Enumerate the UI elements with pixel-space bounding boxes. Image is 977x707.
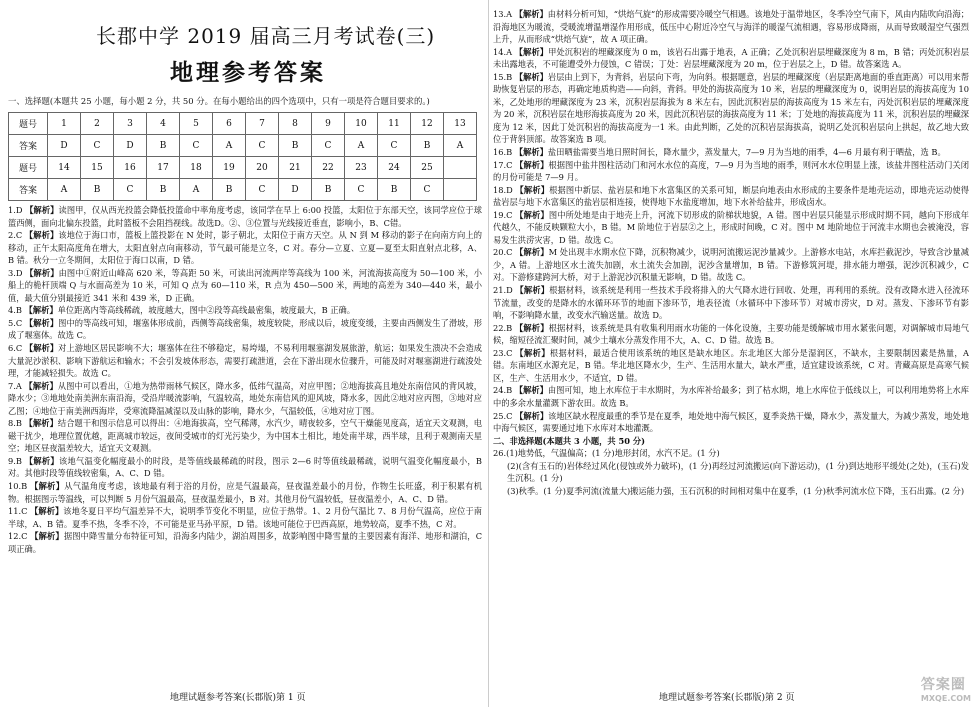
analysis-text: 结合题干和图示信息可以得出：④地海拔高，空气稀薄，水汽少，晴夜较多，空气干燥能见度高，适宜天文观测，电磁干扰少，地理位置优越，距离城市较远，夜间受城市的灯光污染少，为中国本土相比，地处南半球，西半球，且利于观测南天星空；地区昼夜温差较大，适宜天文观测。 <box>8 418 482 454</box>
table-row-label: 答案 <box>9 135 48 157</box>
explanation-item <box>8 267 482 305</box>
explanation-item <box>493 347 969 385</box>
explanation-item <box>8 342 482 380</box>
analysis-text: 根据材料，该系统是利用一些技术手段将排入的大气降水进行回收、处理，再利用的系统。没有改降水进入径流环节流量，改变的是降水的水循环环节的地面下渗环节，地表径流（水循环中下渗环节）对城市涝灾，D 对。蒸发、下渗环节有影响，不影响降水量，改变水汽输送量。故选 D。 <box>493 285 969 321</box>
table-cell: 20 <box>246 157 279 179</box>
analysis-text: 图中的等高线可知，堰塞体形成前，西侧等高线密集，坡度较陡，形成以后，坡度变缓，主要由西侧发生了滑坡，形成了堰塞体。故选 C。 <box>8 317 482 341</box>
analysis-tag: 【解析】 <box>24 317 59 328</box>
explanation-item <box>493 146 969 159</box>
analysis-tag: 【解析】 <box>30 531 64 542</box>
table-cell: C <box>246 135 279 157</box>
analysis-tag: 【解析】 <box>25 267 59 278</box>
analysis-tag: 【解析】 <box>24 418 58 429</box>
explanation-item <box>8 480 482 505</box>
analysis-text: 根据材料，最适合使用该系统的地区是缺水地区。东北地区大部分是湿润区，不缺水，主要限制因素是热量，A 错。东南地区水源充足，B 错。华北地区降水少，生产、生活用水量大，缺水严重，适宜建设该系统，C 对。青藏高原是高寒气候区，生产、生活用水少，不适宜，D 错。 <box>493 347 969 383</box>
table-cell: 24 <box>378 157 411 179</box>
analysis-tag: 【解析】 <box>25 205 59 215</box>
section-1-heading: 一、选择题(本题共 25 小题，每小题 2 分，共 50 分。在每小题给出的四个选项中，只有一项是符合题目要求的。) <box>8 96 430 106</box>
table-cell: 10 <box>345 113 378 135</box>
item-number: 15.B <box>493 71 515 82</box>
table-row-label: 题号 <box>9 113 48 135</box>
explanation-item <box>8 317 482 342</box>
item-number: 8.B <box>8 418 25 429</box>
table-cell: 23 <box>345 157 378 179</box>
table-cell: 21 <box>279 157 312 179</box>
item-number: 17.C <box>493 159 516 170</box>
table-cell: C <box>411 179 444 201</box>
table-cell: 25 <box>411 157 444 179</box>
table-cell: 1 <box>48 113 81 135</box>
analysis-tag: 【解析】 <box>24 380 58 391</box>
item-number: 10.B <box>8 481 31 492</box>
table-cell: 4 <box>147 113 180 135</box>
item-number: 14.A <box>493 46 515 57</box>
table-row-label: 答案 <box>9 179 48 201</box>
explanation-item <box>493 246 969 284</box>
item-number: 22.B <box>493 322 515 333</box>
analysis-tag: 【解析】 <box>24 455 59 466</box>
table-cell: 18 <box>180 157 213 179</box>
table-cell: B <box>81 179 114 201</box>
analysis-text: 该地区缺水程度最重的季节是在夏季，地处地中海气候区，夏季炎热干燥，降水少，蒸发量大，为减少蒸发，地处地中海气候区，需要通过地下水库对本地灌溉。 <box>493 410 969 434</box>
q26-answer-part: (2)(含有玉石的)岩体经过风化(侵蚀或外力破坏)，(1 分)再经过河流搬运(向下游运动)，(1 分)到达地形平缓处(之处)，(玉石)发生沉积。(1 分) <box>507 460 969 484</box>
analysis-tag: 【解析】 <box>515 184 550 195</box>
table-cell <box>444 157 477 179</box>
table-cell: D <box>114 135 147 157</box>
item-number: 1.D <box>8 205 26 215</box>
item-number: 12.C <box>8 531 31 542</box>
explanation-item <box>8 204 482 229</box>
explanation-item <box>493 284 969 322</box>
item-number: 13.A <box>493 9 515 19</box>
explanation-item <box>493 184 969 209</box>
analysis-text: 单位距离内等高线稀疏，坡度越大，图中②段等高线最密集，坡度最大，B 正确。 <box>57 305 355 316</box>
analysis-text: 根据图中盐井图柱活动门和河水水位的高度，7—9 月为当地的雨季，则河水水位明显上涨，该盐井图柱活动门关闭的月份可能是 7—9 月。 <box>493 159 969 183</box>
table-cell: 3 <box>114 113 147 135</box>
table-cell: 5 <box>180 113 213 135</box>
analysis-tag: 【解析】 <box>515 347 550 358</box>
table-cell: C <box>345 179 378 201</box>
answer-key-title: 地理参考答案 <box>170 60 326 86</box>
item-number: 21.D <box>493 285 516 296</box>
analysis-text: 该地位于海口市，篮板上篮投影在 N 处时，影子朝北，太阳位于南方天空。从 N 到 M 移动的影子在向南方向上的移动，正午太阳高度角在增大，太阳直射点向南移动，节气最可能是立冬，C 对。春分—立夏、立夏—夏至太阳直射点北移，A、B 错。秋分一立冬期间，太阳位于海口以南，D 错。 <box>8 230 482 266</box>
table-cell: C <box>114 179 147 201</box>
explanation-item <box>493 384 969 409</box>
table-cell: C <box>378 135 411 157</box>
answer-row <box>9 135 477 157</box>
analysis-tag: 【解析】 <box>515 159 549 170</box>
analysis-text: 由材料分析可知，“烘焙气旋”的形成需要冷暖空气相遇。该地处于温带地区，冬季冷空气南下，风由内陆吹向沿海；沿海地区为暖流，受暖流增温增湿作用形成，低压中心附近冷空气与海洋的暖湿气流相遇，容易形成降雨，从而导致暖湿空气强烈上升，从而形成“烘焙气旋”，故 A 项正确。 <box>493 9 969 45</box>
table-cell: B <box>147 179 180 201</box>
table-cell: A <box>444 135 477 157</box>
item-number: 16.B <box>493 147 515 158</box>
watermark-url: MXQE.COM <box>920 694 971 703</box>
table-cell: B <box>147 135 180 157</box>
item-number: 23.C <box>493 347 516 358</box>
right-page <box>489 0 977 707</box>
table-cell: 16 <box>114 157 147 179</box>
analysis-text: 据图中降雪量分布特征可知，沿海多内陆少，湖泊周围多，故影响图中降雪量的主要因素有海洋、地形和湖泊，C 项正确。 <box>8 531 482 554</box>
item-number: 9.B <box>8 455 25 466</box>
analysis-tag: 【解析】 <box>515 209 549 220</box>
analysis-tag: 【解析】 <box>30 506 64 517</box>
explanation-item <box>493 410 969 435</box>
table-cell: B <box>411 135 444 157</box>
left-explanations <box>8 204 482 688</box>
analysis-text: 由图中①附近山峰高 620 米，等高距 50 米，可读出河流两岸等高线为 100 米，河流海拔高度为 50—100 米，小船上的桅杆顶端 Q 与水面高差为 10 米，可知 Q 点为 60—110 米，R 点为 450—500 米，两地的高差为 340—440 米，最小值，最大值分别最接近 341 米和 439 米，D 正确。 <box>8 267 482 303</box>
analysis-tag: 【解析】 <box>24 230 59 241</box>
explanation-item <box>493 46 969 71</box>
question-number-row <box>9 157 477 179</box>
item-number: 5.C <box>8 317 25 328</box>
analysis-tag: 【解析】 <box>514 322 549 333</box>
table-cell: B <box>312 179 345 201</box>
analysis-text: 由图可知，地上水库位于丰水期时，为水库补给最多；到了枯水期，地上水库位于低线以上，可以利用地势将上水库中的多余水量灌溉下游农田。故选 B。 <box>493 385 969 408</box>
q26-answer-part: 26.(1)地势低，气温偏高；(1 分)地形封闭，水汽不足。(1 分) <box>493 448 720 459</box>
explanation-item <box>8 505 482 530</box>
table-cell: 17 <box>147 157 180 179</box>
item-number: 3.D <box>8 267 26 278</box>
analysis-tag: 【解析】 <box>24 305 58 316</box>
item-number: 4.B <box>8 305 25 316</box>
analysis-text: 根据材料，该系统是具有收集利用雨水功能的一体化设施，主要功能是缓解城市用水紧张问题，对调解城市局地气候，缩短径流汇聚时间，减少土壤水分蒸发作用不大，A、C、D 错。故选 B。 <box>493 322 969 346</box>
table-cell: D <box>48 135 81 157</box>
table-cell: 7 <box>246 113 279 135</box>
table-cell: A <box>180 179 213 201</box>
analysis-text: 岩层由上到下，为背斜，岩层向下弯，为向斜。根据题意，岩层的埋藏深度（岩层距离地面的垂直距离）可以用来帮助恢复岩层的形态，再确定地质构造——向斜，背斜。甲处的海拔高度为 10 米，岩层的埋藏深度为 0，说明岩层的海拔高度为 10 米，乙处地形的埋藏深度为 23 米，沉积岩层海拔为 8 米左右，因此沉积岩层的海拔高度为 15 米左右，丙处沉积岩层的埋藏深度为 20 米，沉积岩层在地形海拔高度为 20 米，因此沉积岩层的海拔高度为 11 米；丁处地的海拔高度为 11 米，沉积岩层的埋藏深度为 12 米，因此丁处沉积岩的海拔高度为一1 米。由此判断，乙处的沉积岩层海拔高，说明乙处沉积岩层向上拱起，故乙地大致位于背斜顶部。故答案选 B 项。 <box>493 71 969 145</box>
left-page <box>0 0 488 707</box>
analysis-tag: 【解析】 <box>514 46 549 57</box>
analysis-text: 根据图中新层、盐岩层和地下水富集区的关系可知，断层向地表由水形成的主要条件是地壳运动，即地壳运动使得盐岩层与地下水富集区的盐岩层相连接，使得地下水盐度增加，地下水补给盐井，形成卤水。 <box>493 184 969 208</box>
watermark-logo <box>921 674 971 703</box>
explanation-item <box>493 8 969 46</box>
item-number: 20.C <box>493 247 516 258</box>
item-number: 24.B <box>493 385 515 396</box>
q26-answer-part: (3)秋季。(1 分)夏季河流(流量大)搬运能力强，玉石沉积的时间相对集中在夏季，(1 分)秋季河流水位下降，玉石出露。(2 分) <box>507 485 965 496</box>
page-footer-1: 地理试题参考答案(长郡版)第 1 页 <box>170 693 306 703</box>
table-cell: 13 <box>444 113 477 135</box>
explanation-item <box>493 322 969 347</box>
analysis-tag: 【解析】 <box>514 147 548 158</box>
section-2-heading: 二、非选择题(本题共 3 小题，共 50 分) <box>493 435 646 446</box>
table-cell: A <box>213 135 246 157</box>
answer-table <box>8 112 477 201</box>
analysis-text: M 处出现丰水期水位下降，沉积物减少，说明河流搬运泥沙量减少。上游修水电站，水库拦截泥沙，导致含沙量减少，A 错。上游地区水土流失加剧，水土流失会加剧，泥沙含量增加，B 错。下游修筑河堤，排水能力增强，泥沙沉积减少，C 对。下游修建跨河大桥，对于上游泥沙沉积量无影响，D 错。故选 C。 <box>493 247 969 283</box>
item-number: 25.C <box>493 410 516 421</box>
explanation-item <box>8 304 482 317</box>
table-cell: B <box>378 179 411 201</box>
explanation-item <box>493 159 969 184</box>
analysis-text: 图中所处地是由于地壳上升，河流下切形成的阶梯状地貌，A 错。图中岩层只能显示形成时期不同，越向下形成年代越久，不能反映颗粒大小，B 错。M 阶地位于岩层②之上，形成时间晚，C 对。图中 M 地阶地位于河流丰水期也会被淹没，容易发生洪涝灾害，D 错。故选 C。 <box>493 209 969 245</box>
explanation-item <box>8 417 482 455</box>
table-cell: 11 <box>378 113 411 135</box>
answer-row <box>9 179 477 201</box>
table-cell: B <box>213 179 246 201</box>
analysis-text: 从图中可以看出，①地为热带雨林气候区，降水多，低纬气温高，对应甲图；②地海拔高且地处东南信风的背风坡，降水少；③地地处南美洲东南沿海，受沿岸暖流影响，气温较高，地处东南信风的迎风坡，降水多，因此②地对应丙图，③地对应乙图；④地位于南美洲西海岸，受寒流降温减湿以及山脉的影响，降水少，气温较低，④地对应丁图。 <box>8 380 482 416</box>
explanation-item <box>493 209 969 247</box>
analysis-tag: 【解析】 <box>514 9 548 19</box>
item-number: 6.C <box>8 343 25 354</box>
question-number-row <box>9 113 477 135</box>
item-number: 11.C <box>8 506 31 517</box>
table-cell: 14 <box>48 157 81 179</box>
table-cell: C <box>81 135 114 157</box>
analysis-tag: 【解析】 <box>515 285 550 296</box>
analysis-tag: 【解析】 <box>514 71 548 82</box>
explanation-item <box>493 71 969 146</box>
table-cell: 15 <box>81 157 114 179</box>
watermark-text: 答案圈 <box>920 677 966 693</box>
item-number: 7.A <box>8 380 25 391</box>
item-number: 2.C <box>8 230 25 241</box>
item-number: 18.D <box>493 184 516 195</box>
table-cell: A <box>48 179 81 201</box>
table-cell: C <box>246 179 279 201</box>
analysis-text: 盐田晒盐需要当地日照时间长，降水量少，蒸发量大，7—9 月为当地的雨季，4—6 月最有利于晒盐，选 B。 <box>547 147 946 158</box>
item-number: 19.C <box>493 209 516 220</box>
analysis-tag: 【解析】 <box>515 247 549 258</box>
analysis-text: 甲处沉积岩的埋藏深度为 0 m，该岩石出露于地表，A 正确；乙处沉积岩层埋藏深度为 8 m，B 错；丙处沉积岩层未出露地表，不可能遭受外力侵蚀，C 错误；丁处：岩层埋藏深度为 20 m，位于岩层之上，D 错。故答案选 A。 <box>493 46 969 70</box>
table-cell: 8 <box>279 113 312 135</box>
analysis-text: 对上游地区居民影响不大；堰塞体在往不够稳定，易垮塌，不易利用堰塞湖发展旅游，航运；如果发生溃决不会造成大量泥沙淤积、影响下游航运和输水；不会引发坡体形态，需要打疏泄道，会在下游出现水位骤升，可能及时对堰塞湖进行疏浚处理，才能减轻损失。故选 C。 <box>8 343 482 379</box>
analysis-tag: 【解析】 <box>30 481 65 492</box>
table-row-label: 题号 <box>9 157 48 179</box>
table-cell: 22 <box>312 157 345 179</box>
table-cell: C <box>312 135 345 157</box>
page-footer-2: 地理试题参考答案(长郡版)第 2 页 <box>659 693 795 703</box>
analysis-text: 从气温角度考虑，该地最有利于浴的月份，应是气温最高，昼夜温差最小的月份，作物生长旺盛，利于积累有机物。根据图示等温线，可以判断 5 月份气温最高，昼夜温差最小，B 对。其他月份气温较低，昼夜温差小，A、C、D 错。 <box>8 481 482 504</box>
explanation-item <box>8 229 482 267</box>
table-cell: 6 <box>213 113 246 135</box>
explanation-item <box>8 455 482 480</box>
explanation-item <box>8 530 482 555</box>
table-cell: 9 <box>312 113 345 135</box>
analysis-text: 该地冬夏日平均气温差异不大，说明季节变化不明显，应位于热带。1、2 月份气温比 7、8 月份气温高，应位于南半球，A、B 错。夏季不热，冬季不冷，不可能是亚马孙平原，D 错。该地可能位于巴西高原，地势较高，夏季不热，C 对。 <box>8 506 482 529</box>
table-cell: 12 <box>411 113 444 135</box>
analysis-tag: 【解析】 <box>515 410 549 421</box>
analysis-tag: 【解析】 <box>24 343 59 354</box>
table-cell: A <box>345 135 378 157</box>
right-explanations <box>493 8 969 688</box>
table-cell: B <box>279 135 312 157</box>
table-cell: D <box>279 179 312 201</box>
exam-title: 长郡中学 2019 届高三月考试卷(三) <box>96 24 436 48</box>
analysis-tag: 【解析】 <box>514 385 548 396</box>
table-cell: C <box>180 135 213 157</box>
explanation-item <box>8 380 482 418</box>
table-cell <box>444 179 477 201</box>
table-cell: 19 <box>213 157 246 179</box>
analysis-text: 该地气温变化幅度最小的时段，是等值线最稀疏的时段，图示 2—6 时等值线最稀疏，说明气温变化幅度最小，B 对。其他时段等值线较密集，A、C、D 错。 <box>8 455 482 479</box>
table-cell: 2 <box>81 113 114 135</box>
analysis-text: 读图甲，仅从西光投篮会降低投篮命中率角度考虑，该同学在早上 6:00 投篮，太阳位于东部天空，该同学应位于球篮西侧，面向北偏东投篮，此时篮板不会阻挡视线。故选D。②、③位置与光线接近垂直，影响小，B、C错。 <box>8 205 482 228</box>
